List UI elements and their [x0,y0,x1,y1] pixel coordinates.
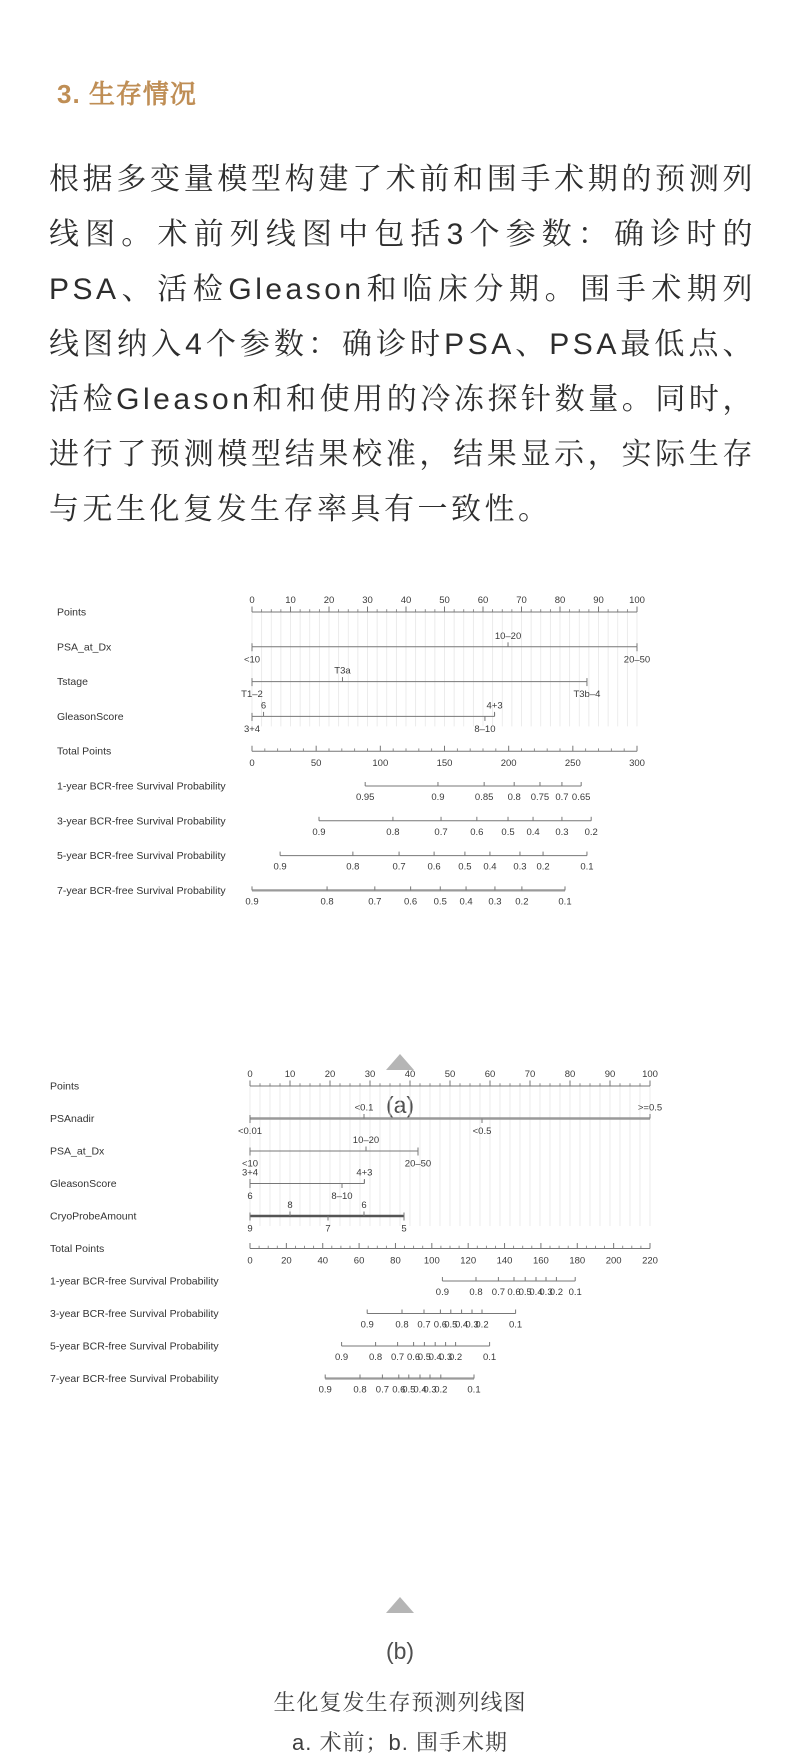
nomogram-row-1-year-bcr-free-survival-probability [57,781,590,804]
svg-text:0.8: 0.8 [346,861,360,873]
figure-label-a: (a) [385,1092,415,1118]
svg-text:90: 90 [604,1069,616,1080]
svg-text:20–50: 20–50 [623,654,651,666]
svg-text:20: 20 [324,1069,336,1080]
svg-text:250: 250 [564,758,581,770]
svg-text:0.4: 0.4 [428,1352,442,1363]
svg-text:100: 100 [372,758,389,770]
svg-text:0.9: 0.9 [318,1384,332,1396]
svg-text:60: 60 [353,1255,365,1267]
svg-text:10: 10 [285,595,296,606]
svg-text:80: 80 [564,1069,576,1080]
nomogram-row-gleasonscore [50,1168,372,1203]
svg-text:Total Points: Total Points [50,1243,105,1255]
nomogram-row-total-points [50,1243,658,1267]
svg-text:80: 80 [554,595,566,606]
svg-text:0.8: 0.8 [507,792,521,803]
svg-text:0.1: 0.1 [580,861,594,873]
svg-text:0: 0 [247,1069,253,1080]
svg-text:0.4: 0.4 [526,826,540,838]
svg-text:0.4: 0.4 [459,896,473,908]
svg-text:60: 60 [477,595,489,606]
svg-text:40: 40 [404,1069,416,1080]
nomogram-row-gleasonscore [57,700,503,735]
svg-text:40: 40 [400,595,412,606]
svg-text:<0.5: <0.5 [472,1126,492,1137]
svg-text:PSAnadir: PSAnadir [50,1113,95,1125]
svg-text:80: 80 [390,1255,401,1267]
svg-text:0.4: 0.4 [529,1287,543,1298]
svg-text:180: 180 [569,1255,586,1267]
svg-text:90: 90 [593,595,604,606]
svg-text:0.3: 0.3 [555,826,569,838]
svg-text:0.2: 0.2 [434,1384,448,1396]
svg-text:0.5: 0.5 [501,826,515,838]
svg-text:200: 200 [605,1255,622,1267]
svg-text:0: 0 [249,758,255,770]
svg-text:0.2: 0.2 [475,1319,489,1331]
svg-text:0.1: 0.1 [508,1319,523,1331]
svg-text:1-year BCR-free Survival Proba: 1-year BCR-free Survival Probability [50,1275,219,1288]
svg-text:0.5: 0.5 [458,861,472,873]
nomogram-row-5-year-bcr-free-survival-probability [57,850,594,873]
svg-text:8–10: 8–10 [474,723,496,735]
nomogram-chart-b [0,1040,800,1442]
nomogram-row-cryoprobeamount [50,1200,407,1235]
svg-text:5: 5 [401,1223,407,1235]
svg-text:0.2: 0.2 [515,896,529,908]
svg-text:PSA_at_Dx: PSA_at_Dx [57,641,112,654]
svg-text:0: 0 [249,595,255,606]
svg-text:CryoProbeAmount: CryoProbeAmount [50,1210,137,1223]
gridlines [252,612,637,726]
svg-text:Points: Points [57,606,87,619]
svg-text:0.9: 0.9 [334,1352,349,1363]
svg-text:0.2: 0.2 [549,1287,564,1298]
svg-text:>=0.5: >=0.5 [637,1102,663,1114]
svg-text:0.3: 0.3 [513,861,527,873]
svg-text:100: 100 [423,1255,440,1267]
svg-text:0.1: 0.1 [568,1287,582,1298]
nomogram-row-1-year-bcr-free-survival-probability [50,1276,582,1299]
svg-text:20: 20 [323,595,335,606]
svg-text:0.8: 0.8 [368,1352,383,1363]
nomogram-row-5-year-bcr-free-survival-probability [50,1341,496,1364]
svg-text:6: 6 [247,1191,253,1202]
svg-text:T3b–4: T3b–4 [573,689,601,701]
svg-text:7: 7 [325,1223,331,1235]
svg-text:0.7: 0.7 [368,896,382,908]
svg-text:0.6: 0.6 [392,1384,406,1396]
svg-text:4+3: 4+3 [356,1167,373,1179]
svg-text:0.7: 0.7 [434,826,448,838]
svg-text:10–20: 10–20 [494,630,522,642]
svg-text:0.2: 0.2 [448,1352,463,1363]
svg-text:10: 10 [284,1069,296,1080]
nomogram-row-3-year-bcr-free-survival-probability [57,815,598,838]
svg-text:220: 220 [642,1255,658,1267]
svg-text:0.7: 0.7 [375,1384,390,1396]
svg-text:0.7: 0.7 [491,1287,506,1298]
svg-text:0.4: 0.4 [454,1319,469,1331]
nomogram-chart-a [0,570,800,950]
svg-text:T3a: T3a [334,665,351,677]
gridlines [250,1086,650,1226]
svg-text:0.5: 0.5 [518,1287,532,1298]
svg-text:3-year BCR-free Survival Proba: 3-year BCR-free Survival Probability [57,815,226,828]
svg-text:100: 100 [642,1069,658,1080]
svg-text:0.7: 0.7 [392,861,406,873]
svg-text:GleasonScore: GleasonScore [50,1178,117,1190]
svg-text:<0.01: <0.01 [237,1126,263,1137]
body-paragraph: 根据多变量模型构建了术前和围手术期的预测列线图。术前列线图中包括3个参数：确诊时的PSA、活检Gleason和临床分期。围手术期列线图纳入4个参数：确诊时PSA、PSA最低点、活检Gleason和和使用的冷冻探针数量。同时，进行了预测模型结果校准，结果显示，实际生存与无生化复发生存率具有一致性。 [49,163,756,526]
svg-text:T1–2: T1–2 [241,689,263,701]
svg-text:0.9: 0.9 [245,896,259,908]
svg-text:GleasonScore: GleasonScore [57,710,124,723]
svg-text:0: 0 [247,1255,253,1267]
figure-caption-sub: a. 术前；b. 围手术期 [292,1730,508,1755]
svg-text:140: 140 [496,1255,513,1267]
svg-text:0.8: 0.8 [353,1384,367,1396]
svg-text:7-year BCR-free Survival Proba: 7-year BCR-free Survival Probability [57,884,226,897]
svg-text:5-year BCR-free Survival Proba: 5-year BCR-free Survival Probability [50,1340,219,1353]
svg-text:20–50: 20–50 [404,1158,432,1170]
svg-text:0.2: 0.2 [536,861,550,873]
svg-text:0.85: 0.85 [474,792,494,803]
svg-text:9: 9 [247,1223,253,1235]
svg-text:0.95: 0.95 [355,792,375,803]
svg-text:70: 70 [516,595,527,606]
nomogram-svg-a [0,570,800,950]
svg-text:0.4: 0.4 [413,1384,427,1396]
svg-text:0.7: 0.7 [390,1352,405,1363]
svg-text:0.65: 0.65 [571,792,591,803]
svg-text:30: 30 [362,595,373,606]
svg-text:0.8: 0.8 [469,1287,483,1298]
figure-caption-title: 生化复发生存预测列线图 [273,1690,527,1715]
svg-text:10–20: 10–20 [352,1135,380,1146]
svg-text:30: 30 [364,1069,376,1080]
svg-text:0.9: 0.9 [312,826,326,838]
nomogram-row-7-year-bcr-free-survival-probability [50,1373,481,1396]
svg-text:Total Points: Total Points [57,745,112,758]
nomogram-svg-b [0,1040,800,1442]
svg-text:0.1: 0.1 [467,1384,481,1396]
svg-text:0.1: 0.1 [558,896,572,908]
nomogram-row-points [50,1069,658,1093]
svg-text:0.5: 0.5 [433,896,447,908]
triangle-up-icon-b [386,1597,414,1613]
svg-text:0.1: 0.1 [482,1352,497,1363]
svg-text:4+3: 4+3 [486,700,503,712]
svg-text:150: 150 [436,758,453,770]
svg-text:0.6: 0.6 [404,896,418,908]
svg-text:0.6: 0.6 [433,1319,448,1331]
svg-text:0.8: 0.8 [320,896,334,908]
svg-text:0.9: 0.9 [273,861,287,873]
svg-text:60: 60 [484,1069,496,1080]
svg-text:0.2: 0.2 [584,826,598,838]
svg-text:0.9: 0.9 [360,1319,374,1331]
svg-text:70: 70 [524,1069,536,1080]
svg-text:1-year BCR-free Survival Proba: 1-year BCR-free Survival Probability [57,780,226,793]
nomogram-row-3-year-bcr-free-survival-probability [50,1308,522,1331]
svg-text:50: 50 [310,758,322,770]
svg-text:6: 6 [260,700,267,712]
svg-text:PSA_at_Dx: PSA_at_Dx [50,1145,105,1158]
svg-text:3+4: 3+4 [243,723,261,735]
svg-text:0.5: 0.5 [417,1352,432,1363]
svg-text:120: 120 [460,1255,477,1267]
svg-text:<10: <10 [243,654,261,666]
svg-text:5-year BCR-free Survival Proba: 5-year BCR-free Survival Probability [57,850,226,863]
svg-text:3+4: 3+4 [241,1167,259,1179]
svg-text:200: 200 [500,758,517,770]
svg-text:<0.1: <0.1 [354,1102,374,1114]
svg-text:0.4: 0.4 [483,861,497,873]
nomogram-row-psa-at-dx [50,1135,431,1170]
figure-label-b: (b) [385,1638,415,1664]
svg-text:7-year BCR-free Survival Proba: 7-year BCR-free Survival Probability [50,1373,219,1385]
section-heading: 3. 生存情况 [57,78,197,109]
svg-text:<10: <10 [241,1158,259,1170]
svg-text:0.5: 0.5 [444,1319,458,1331]
svg-text:8–10: 8–10 [331,1191,353,1202]
svg-text:0.8: 0.8 [395,1319,409,1331]
svg-text:300: 300 [629,758,645,770]
svg-text:40: 40 [317,1255,329,1267]
svg-text:0.6: 0.6 [406,1352,421,1363]
svg-text:6: 6 [361,1200,367,1211]
nomogram-row-total-points [57,746,645,770]
svg-text:0.3: 0.3 [438,1352,453,1363]
svg-text:3-year BCR-free Survival Proba: 3-year BCR-free Survival Probability [50,1308,219,1320]
svg-text:0.6: 0.6 [470,826,484,838]
nomogram-row-points [57,595,645,619]
svg-text:0.9: 0.9 [431,792,445,803]
svg-text:0.6: 0.6 [427,861,441,873]
svg-text:0.7: 0.7 [417,1319,431,1331]
svg-text:0.3: 0.3 [488,896,502,908]
svg-text:0.9: 0.9 [435,1287,450,1298]
svg-text:50: 50 [439,595,450,606]
svg-text:20: 20 [281,1255,292,1267]
svg-text:0.8: 0.8 [386,826,400,838]
svg-text:0.3: 0.3 [539,1287,553,1298]
svg-text:0.5: 0.5 [402,1384,416,1396]
svg-text:50: 50 [444,1069,456,1080]
svg-text:0.3: 0.3 [465,1319,479,1331]
svg-text:8: 8 [287,1200,293,1211]
svg-text:Points: Points [50,1080,80,1093]
svg-text:Tstage: Tstage [57,676,88,689]
svg-text:0.3: 0.3 [423,1384,437,1396]
svg-text:160: 160 [532,1255,549,1267]
nomogram-row-7-year-bcr-free-survival-probability [57,885,572,908]
svg-text:0.6: 0.6 [507,1287,521,1298]
svg-text:0.7: 0.7 [555,792,569,803]
svg-text:0.75: 0.75 [530,792,550,803]
svg-text:100: 100 [629,595,645,606]
nomogram-row-psa-at-dx [57,631,650,666]
